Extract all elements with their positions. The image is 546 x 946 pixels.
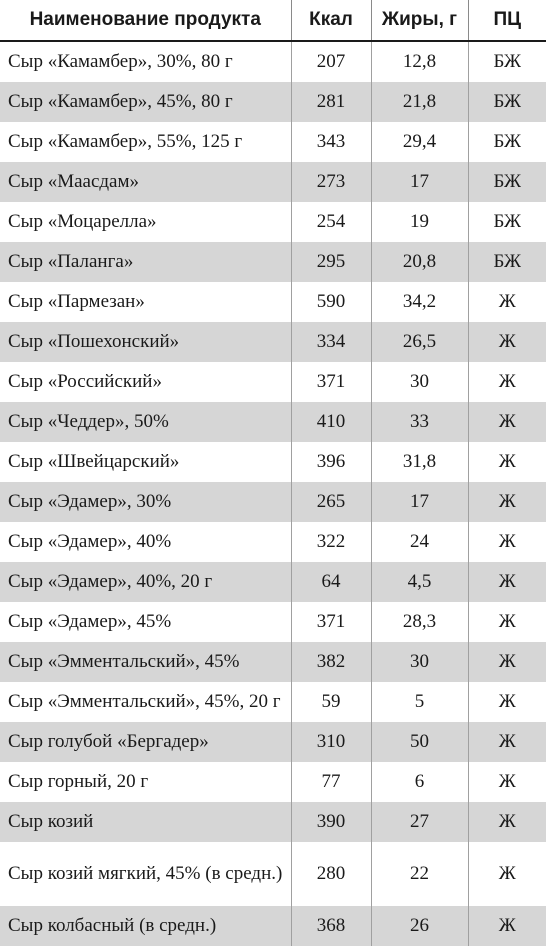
table-row bbox=[0, 362, 546, 402]
cell-product-name: Сыр «Пармезан» bbox=[0, 282, 291, 322]
cell-pc: Ж bbox=[468, 442, 546, 482]
cell-product-name: Сыр «Швейцарский» bbox=[0, 442, 291, 482]
table-row bbox=[0, 41, 546, 82]
table-row bbox=[0, 122, 546, 162]
cell-pc: Ж bbox=[468, 522, 546, 562]
cell-fat: 26,5 bbox=[371, 322, 468, 362]
cell-product-name: Сыр козий мягкий, 45% (в средн.) bbox=[0, 842, 291, 906]
cell-product-name: Сыр «Пошехонский» bbox=[0, 322, 291, 362]
cell-pc: БЖ bbox=[468, 122, 546, 162]
cell-pc: БЖ bbox=[468, 162, 546, 202]
cell-fat: 17 bbox=[371, 482, 468, 522]
cell-fat: 4,5 bbox=[371, 562, 468, 602]
cell-product-name: Сыр «Чеддер», 50% bbox=[0, 402, 291, 442]
cell-kcal: 207 bbox=[291, 41, 371, 82]
cell-pc: Ж bbox=[468, 322, 546, 362]
cell-kcal: 273 bbox=[291, 162, 371, 202]
cell-pc: БЖ bbox=[468, 242, 546, 282]
cell-kcal: 382 bbox=[291, 642, 371, 682]
cell-kcal: 322 bbox=[291, 522, 371, 562]
cell-product-name: Сыр голубой «Бергадер» bbox=[0, 722, 291, 762]
header-row bbox=[0, 0, 546, 41]
cell-pc: Ж bbox=[468, 906, 546, 946]
table-row bbox=[0, 602, 546, 642]
table-row bbox=[0, 482, 546, 522]
table-row bbox=[0, 842, 546, 906]
cell-pc: Ж bbox=[468, 602, 546, 642]
cell-pc: Ж bbox=[468, 642, 546, 682]
cell-fat: 50 bbox=[371, 722, 468, 762]
cell-kcal: 77 bbox=[291, 762, 371, 802]
table-row bbox=[0, 322, 546, 362]
cell-fat: 28,3 bbox=[371, 602, 468, 642]
cell-product-name: Сыр «Эмментальский», 45% bbox=[0, 642, 291, 682]
cell-product-name: Сыр «Камамбер», 45%, 80 г bbox=[0, 82, 291, 122]
header-pc: ПЦ bbox=[468, 0, 546, 41]
cell-kcal: 295 bbox=[291, 242, 371, 282]
cell-fat: 6 bbox=[371, 762, 468, 802]
cell-fat: 19 bbox=[371, 202, 468, 242]
table-row bbox=[0, 242, 546, 282]
table-header bbox=[0, 0, 546, 41]
cell-fat: 26 bbox=[371, 906, 468, 946]
cell-pc: Ж bbox=[468, 562, 546, 602]
header-product-name: Наименование продукта bbox=[0, 0, 291, 41]
cell-kcal: 64 bbox=[291, 562, 371, 602]
cell-pc: БЖ bbox=[468, 41, 546, 82]
cell-pc: Ж bbox=[468, 362, 546, 402]
cell-fat: 31,8 bbox=[371, 442, 468, 482]
cell-product-name: Сыр «Эдамер», 45% bbox=[0, 602, 291, 642]
cell-product-name: Сыр «Маасдам» bbox=[0, 162, 291, 202]
cell-product-name: Сыр «Паланга» bbox=[0, 242, 291, 282]
cell-fat: 21,8 bbox=[371, 82, 468, 122]
cell-kcal: 410 bbox=[291, 402, 371, 442]
cell-product-name: Сыр козий bbox=[0, 802, 291, 842]
cell-kcal: 396 bbox=[291, 442, 371, 482]
cell-pc: Ж bbox=[468, 722, 546, 762]
cell-product-name: Сыр «Моцарелла» bbox=[0, 202, 291, 242]
cell-kcal: 265 bbox=[291, 482, 371, 522]
cell-fat: 20,8 bbox=[371, 242, 468, 282]
cell-kcal: 254 bbox=[291, 202, 371, 242]
cell-kcal: 310 bbox=[291, 722, 371, 762]
cell-fat: 27 bbox=[371, 802, 468, 842]
cell-product-name: Сыр «Эмментальский», 45%, 20 г bbox=[0, 682, 291, 722]
cell-kcal: 280 bbox=[291, 842, 371, 906]
cell-kcal: 281 bbox=[291, 82, 371, 122]
table-row bbox=[0, 762, 546, 802]
cell-product-name: Сыр «Камамбер», 30%, 80 г bbox=[0, 41, 291, 82]
cell-fat: 12,8 bbox=[371, 41, 468, 82]
cell-fat: 30 bbox=[371, 642, 468, 682]
cell-fat: 17 bbox=[371, 162, 468, 202]
table-row bbox=[0, 202, 546, 242]
cell-fat: 22 bbox=[371, 842, 468, 906]
cell-product-name: Сыр «Эдамер», 40% bbox=[0, 522, 291, 562]
table-row bbox=[0, 82, 546, 122]
cell-kcal: 390 bbox=[291, 802, 371, 842]
cell-kcal: 368 bbox=[291, 906, 371, 946]
table-row bbox=[0, 722, 546, 762]
cell-fat: 29,4 bbox=[371, 122, 468, 162]
cell-pc: БЖ bbox=[468, 82, 546, 122]
cell-kcal: 343 bbox=[291, 122, 371, 162]
cell-kcal: 371 bbox=[291, 362, 371, 402]
cell-product-name: Сыр колбасный (в средн.) bbox=[0, 906, 291, 946]
cell-fat: 24 bbox=[371, 522, 468, 562]
table-body bbox=[0, 41, 546, 946]
cell-pc: Ж bbox=[468, 282, 546, 322]
cell-product-name: Сыр «Камамбер», 55%, 125 г bbox=[0, 122, 291, 162]
cell-kcal: 590 bbox=[291, 282, 371, 322]
table-row bbox=[0, 402, 546, 442]
cell-fat: 33 bbox=[371, 402, 468, 442]
cell-pc: БЖ bbox=[468, 202, 546, 242]
table-row bbox=[0, 906, 546, 946]
cell-pc: Ж bbox=[468, 762, 546, 802]
header-fat: Жиры, г bbox=[371, 0, 468, 41]
cell-kcal: 59 bbox=[291, 682, 371, 722]
cell-fat: 34,2 bbox=[371, 282, 468, 322]
cell-pc: Ж bbox=[468, 482, 546, 522]
cell-pc: Ж bbox=[468, 402, 546, 442]
cell-kcal: 334 bbox=[291, 322, 371, 362]
table-row bbox=[0, 442, 546, 482]
cell-fat: 30 bbox=[371, 362, 468, 402]
cell-product-name: Сыр «Российский» bbox=[0, 362, 291, 402]
table-row bbox=[0, 802, 546, 842]
table-row bbox=[0, 682, 546, 722]
cell-product-name: Сыр горный, 20 г bbox=[0, 762, 291, 802]
cell-pc: Ж bbox=[468, 802, 546, 842]
table-row bbox=[0, 282, 546, 322]
table-row bbox=[0, 642, 546, 682]
header-kcal: Ккал bbox=[291, 0, 371, 41]
cell-fat: 5 bbox=[371, 682, 468, 722]
cell-pc: Ж bbox=[468, 682, 546, 722]
cell-pc: Ж bbox=[468, 842, 546, 906]
table-row bbox=[0, 562, 546, 602]
cell-product-name: Сыр «Эдамер», 40%, 20 г bbox=[0, 562, 291, 602]
table-row bbox=[0, 162, 546, 202]
cell-product-name: Сыр «Эдамер», 30% bbox=[0, 482, 291, 522]
cell-kcal: 371 bbox=[291, 602, 371, 642]
table-row bbox=[0, 522, 546, 562]
